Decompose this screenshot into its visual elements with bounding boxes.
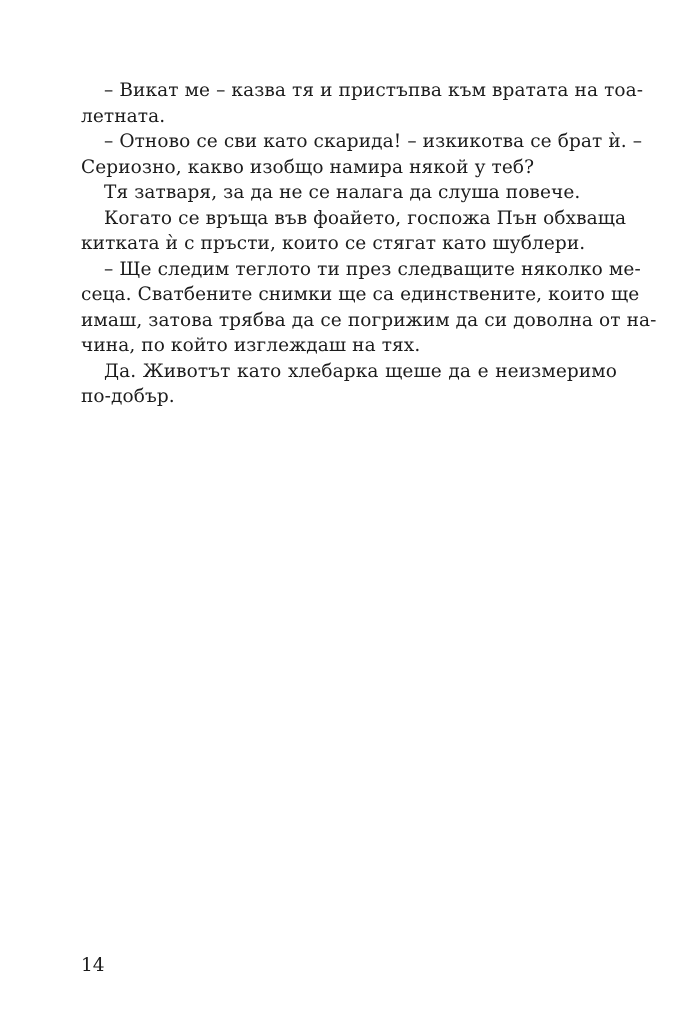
text-line: летната. [81,105,166,127]
text-line: китката ѝ с пръсти, които се стягат като шублери. [81,233,586,254]
text-line: – Ще следим теглото ти през следващите няколко ме- [104,258,641,280]
text-line: Тя затваря, за да не се налага да слуша повече. [104,182,581,203]
text-line: сеца. Сватбените снимки ще са единствените, които ще [81,284,640,305]
text-line: Сериозно, какво изобщо намира някой у теб? [81,156,535,178]
body-text [81,78,657,410]
text-line: Да. Животът като хлебарка щеше да е неизмеримо [104,360,617,382]
text-line: – Отново се сви като скарида! – изкикотва се брат ѝ. – [104,131,643,152]
text-line: Когато се връща във фоайето, госпожа Пън обхваща [104,207,627,229]
text-line: имаш, затова трябва да се погрижим да си доволна от на- [81,309,657,331]
text-line: по-добър. [81,386,175,407]
text-line: чина, по който изглеждаш на тях. [81,335,421,356]
page-number: 14 [81,955,105,976]
text-line: – Викат ме – казва тя и пристъпва към вратата на тоа- [104,80,644,101]
